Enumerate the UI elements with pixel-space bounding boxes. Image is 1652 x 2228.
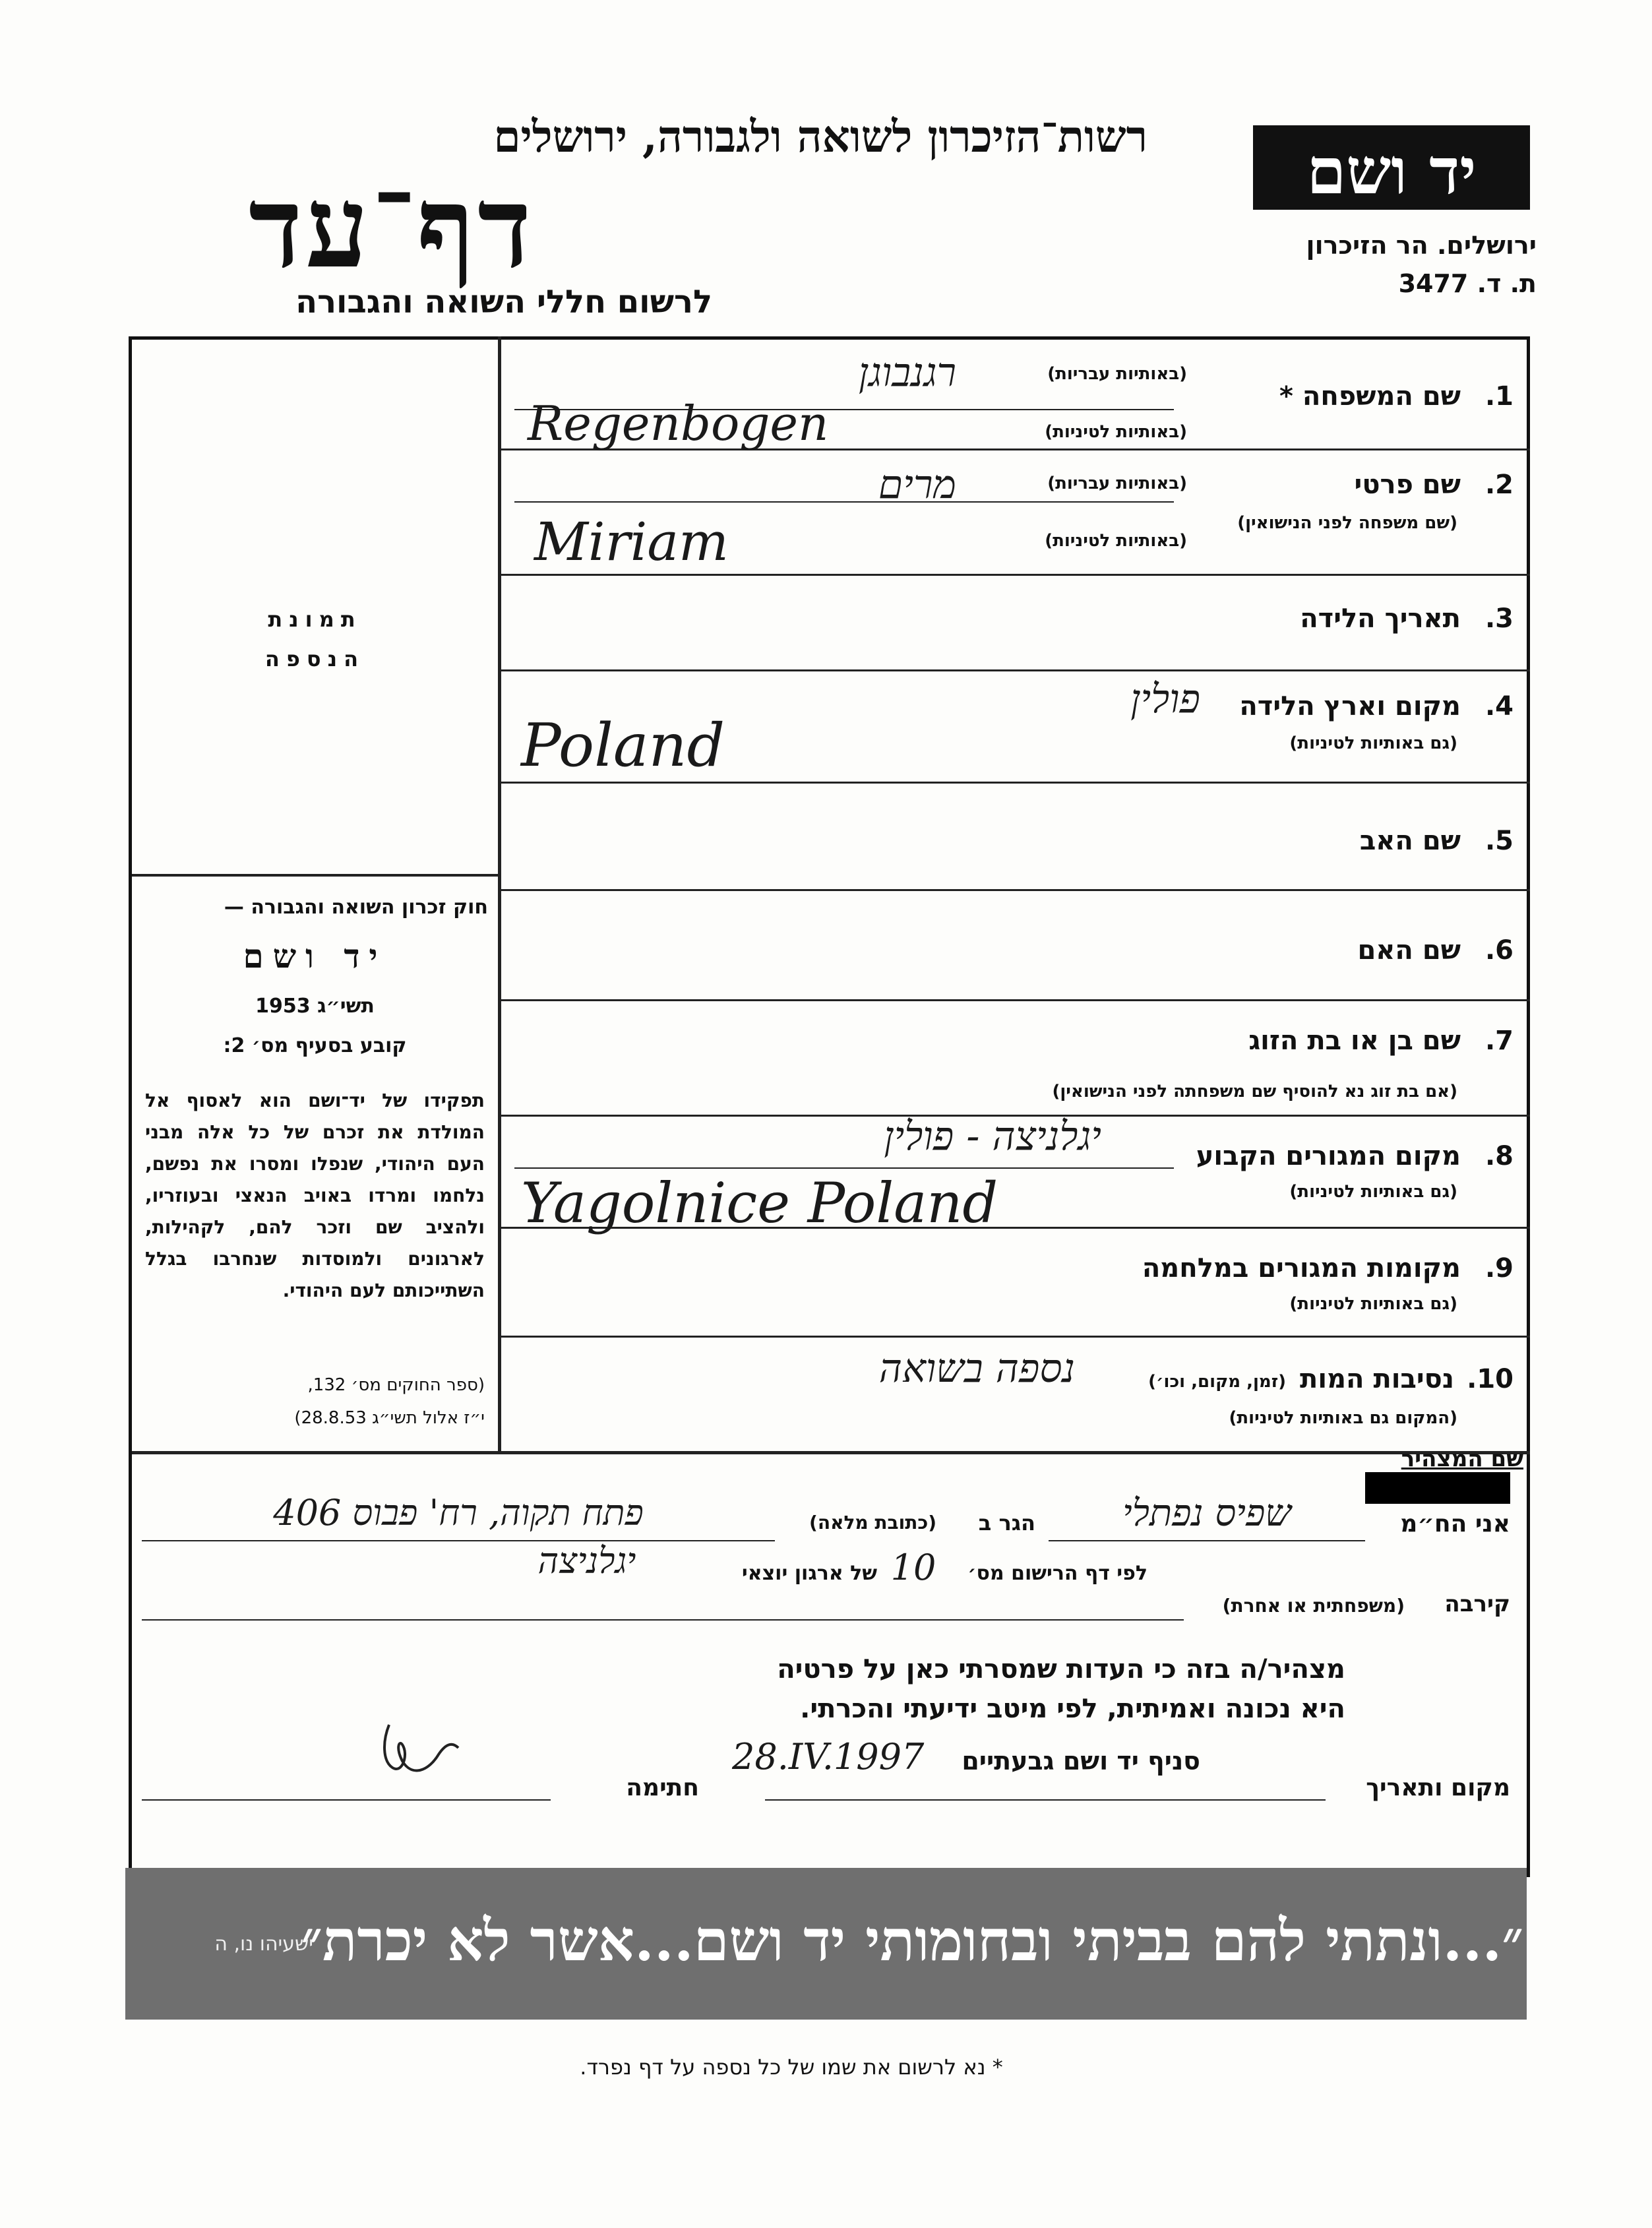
field-10-label: נסיבות המות	[1300, 1364, 1454, 1394]
field-8-value-latin[interactable]: Yagolnice Poland	[521, 1171, 998, 1235]
writing-line	[765, 1799, 1326, 1801]
field-3-number: 3.	[1484, 603, 1514, 634]
law-clause: קובע בסעיף מס׳ 2:	[223, 1034, 407, 1057]
field-2-sub: (שם משפחה לפני הנישואין)	[1237, 513, 1457, 533]
address-line-2: ת. ד. 3477	[1398, 269, 1537, 298]
form-subtitle: לרשום חללי השואה והגבורה	[295, 284, 712, 321]
field-4-sub: (גם באותיות לטיניות)	[1289, 733, 1457, 753]
lives-label: הגר ב	[978, 1510, 1035, 1535]
writing-line	[142, 1619, 1184, 1621]
field-1-label: שם המשפחה *	[1279, 381, 1461, 412]
declaration-line-2: היא נכונה ואמיתית, לפי מיטב ידיעתי והכרתי.	[800, 1694, 1345, 1724]
field-10-sub: (המקום גם באותיות לטיניות)	[1229, 1408, 1457, 1428]
handwritten-signature	[376, 1715, 468, 1787]
row-separator	[501, 669, 1530, 671]
declarant-address-value[interactable]: פתח תקוה, רח' פבוס 406	[273, 1492, 644, 1533]
field-2-number: 2.	[1484, 470, 1514, 500]
row-separator	[501, 1336, 1530, 1338]
redaction-block	[1365, 1472, 1510, 1504]
field-5-label: שם האב	[1359, 826, 1461, 856]
address-line-1: ירושלים. הר הזיכרון	[1306, 231, 1537, 260]
photo-box-divider	[132, 874, 498, 877]
declarant-name-value[interactable]: שפיס נפתלי	[1122, 1492, 1291, 1535]
form-title: דף־עד	[249, 162, 534, 294]
banner-source: ישעיהו נו, ה	[214, 1933, 313, 1956]
field-2-value-latin[interactable]: Miriam	[534, 511, 729, 572]
field-8-sub: (גם באותיות לטיניות)	[1289, 1182, 1457, 1202]
address-hint: (כתובת מלאה)	[809, 1512, 936, 1533]
row-separator	[501, 889, 1530, 891]
signature-label: חתימה	[626, 1774, 699, 1801]
photo-box-label-2: הנספה	[264, 646, 365, 671]
field-1-number: 1.	[1484, 381, 1514, 412]
field-8-number: 8.	[1484, 1141, 1514, 1171]
field-2-label: שם פרטי	[1354, 470, 1461, 500]
field-4-value-latin[interactable]: Poland	[521, 711, 725, 780]
field-7-number: 7.	[1484, 1026, 1514, 1056]
field-4-label: מקום וארץ הלידה	[1239, 691, 1461, 722]
law-heading: חוק זכרון השואה והגבורה —	[224, 896, 488, 919]
declarant-heading: שם המצהיר	[1401, 1446, 1523, 1472]
row-separator	[501, 574, 1530, 576]
law-body: תפקידו של יד־ושם הוא לאסוף אל המולדת את זכרם של כל אלה מבני העם היהודי, שנפלו ומסרו את נפשם, נלחמו ומרדו באויב הנאצי ובעוזריו, ולהציב שם וזכר להם, לקהילות, לארגונים ולמוסדות שנחרבו בגלל השתייכותם לעם היהודי.	[145, 1090, 485, 1301]
writing-line	[142, 1799, 551, 1801]
registry-value[interactable]: 10	[890, 1547, 936, 1588]
field-10-number: 10.	[1467, 1364, 1514, 1394]
field-1-value-latin[interactable]: Regenbogen	[528, 396, 829, 451]
field-4-value-hebrew[interactable]: פולין	[1130, 676, 1200, 722]
declaration-line-1: מצהיר/ה בזה כי העדות שמסרתי כאן על פרטיה	[777, 1654, 1345, 1685]
writing-line	[1049, 1540, 1365, 1541]
field-8-label: מקום המגורים הקבוע	[1196, 1141, 1461, 1171]
field-2-hint-hebrew: (באותיות עבריות)	[1047, 474, 1187, 493]
column-divider	[498, 336, 501, 1451]
row-separator	[501, 782, 1530, 784]
place-value[interactable]: סניף יד ושם גבעתיים	[962, 1747, 1200, 1776]
banner-quote: ״...ונתתי להם בביתי ובחומותי יד ושם...אשר לא יכרת״	[301, 1907, 1523, 1974]
field-1-value-hebrew[interactable]: רגנבוגן	[858, 350, 956, 396]
relation-label: קירבה	[1444, 1591, 1510, 1617]
date-value[interactable]: 28.IV.1997	[732, 1736, 925, 1778]
field-1-hint-hebrew: (באותיות עבריות)	[1047, 364, 1187, 384]
photo-box-label-1: תמונת	[268, 607, 362, 632]
footnote: * נא לרשום את שמו של כל נספה על דף נפרד.	[580, 2055, 1003, 2080]
yad-vashem-logo: יד ושם	[1253, 125, 1530, 210]
field-3-label: תאריך הלידה	[1300, 603, 1461, 634]
org-label: של ארגון יוצאי	[741, 1562, 877, 1585]
law-date: י״ז אלול תשי״ג 28.8.53)	[294, 1408, 485, 1428]
field-5-number: 5.	[1484, 826, 1514, 856]
field-7-sub: (אם בת זוג נא להוסיף שם משפחתה לפני הנישואין)	[1052, 1082, 1457, 1101]
law-year: תשי״ג 1953	[255, 995, 375, 1018]
field-2-hint-latin: (באותיות לטיניות)	[1045, 531, 1187, 551]
place-date-label: מקום ותאריך	[1366, 1774, 1510, 1801]
field-2-value-hebrew[interactable]: מרים	[878, 462, 956, 508]
field-9-number: 9.	[1484, 1253, 1514, 1284]
relation-hint: (משפחתית או אחרת)	[1222, 1595, 1405, 1617]
field-7-label: שם בן או בת הזוג	[1248, 1026, 1461, 1056]
org-value[interactable]: יגלניצה	[537, 1540, 636, 1582]
field-9-sub: (גם באותיות לטיניות)	[1289, 1294, 1457, 1314]
field-9-label: מקומות המגורים במלחמה	[1142, 1253, 1461, 1284]
authority-title: רשות־הזיכרון לשואה ולגבורה, ירושלים	[493, 111, 1147, 162]
field-4-number: 4.	[1484, 691, 1514, 722]
section-divider	[132, 1451, 1530, 1454]
i-label: אני הח״מ	[1400, 1510, 1510, 1537]
field-10-value[interactable]: נספה בשואה	[878, 1346, 1075, 1392]
field-10-hint: (זמן, מקום, וכו׳)	[1148, 1372, 1286, 1392]
field-6-number: 6.	[1484, 935, 1514, 966]
writing-line	[514, 1167, 1174, 1169]
field-8-value-hebrew[interactable]: יגלניצה - פולין	[884, 1113, 1101, 1160]
registry-label: לפי דף הרישום מס׳	[967, 1562, 1147, 1585]
law-source: (ספר החוקים מס׳ 132,	[307, 1375, 485, 1395]
field-6-label: שם האם	[1357, 935, 1461, 966]
row-separator	[501, 999, 1530, 1001]
field-1-hint-latin: (באותיות לטיניות)	[1045, 422, 1187, 442]
law-name: יד ושם	[243, 937, 387, 975]
